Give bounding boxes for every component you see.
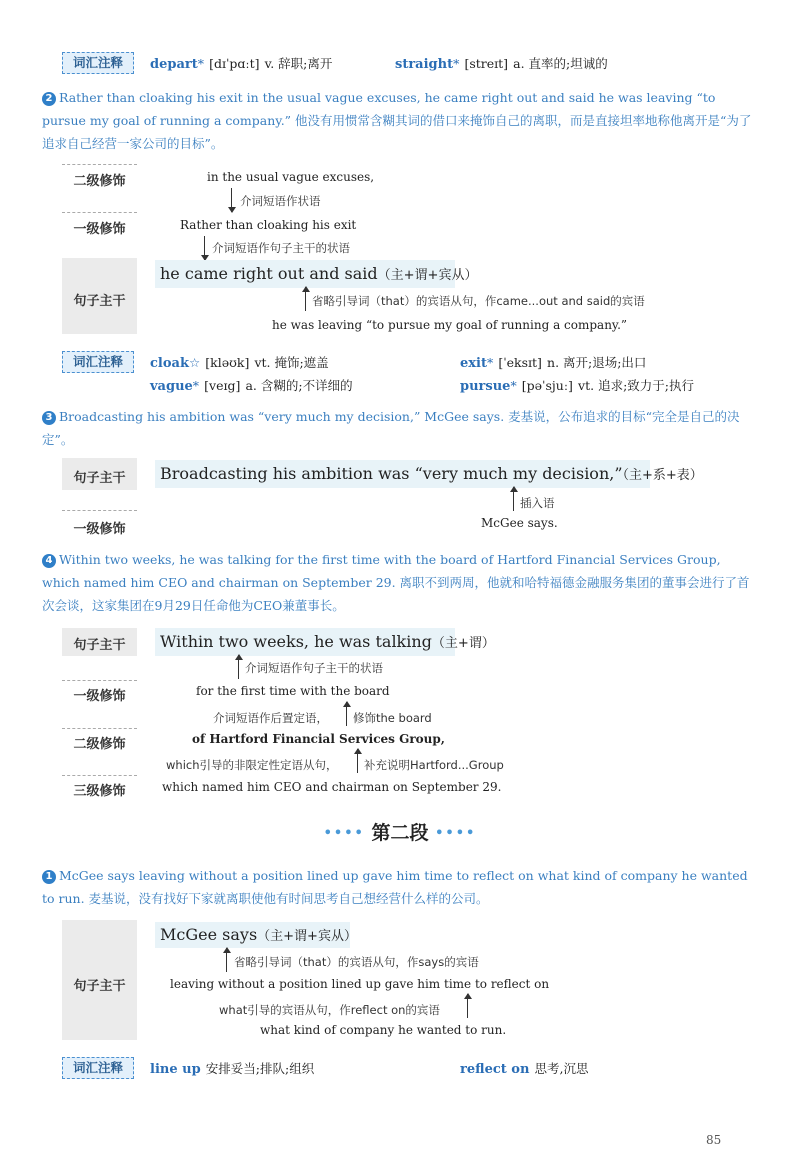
- label-level3: 三级修饰: [73, 784, 126, 799]
- sentence-number: 4: [42, 554, 56, 568]
- sentence-text: McGee says leaving without a position lined up gave him time to reflect on what kind of company he wanted to run. 麦基说，没有找好下家就离职使他有时间思考自己想经营什么样的公司。: [42, 868, 748, 906]
- vocab-entry-straight: straight* [streɪt] a. 直率的;坦诚的: [395, 56, 608, 72]
- annotation: 插入语: [520, 496, 555, 510]
- modifier-level3: which named him CEO and chairman on September 29.: [162, 780, 502, 794]
- label-main: 句子主干: [73, 294, 126, 309]
- vocab-entry-exit: exit* [ˈeksɪt] n. 离开;退场;出口: [460, 355, 647, 371]
- vocab-tag: 词汇注释: [62, 1057, 134, 1079]
- annotation: 介词短语作句子主干的状语: [245, 661, 383, 675]
- modifier-level1: for the first time with the board: [196, 684, 390, 698]
- annotation: 省略引导词（that）的宾语从句，作came...out and said的宾语: [312, 294, 645, 308]
- modifier-level2: of Hartford Financial Services Group,: [192, 732, 445, 746]
- annotation: 介词短语作后置定语，: [213, 711, 328, 725]
- object-clause: leaving without a position lined up gave him time to reflect on: [170, 977, 550, 991]
- object-clause: he was leaving “to pursue my goal of running a company.”: [272, 318, 628, 332]
- vocab-tag: 词汇注释: [62, 52, 134, 74]
- annotation: what引导的宾语从句，作reflect on的宾语: [219, 1003, 440, 1017]
- main-clause: he came right out and said（主+谓+宾从）: [160, 264, 478, 283]
- vocab-entry-cloak: cloak☆ [kləʊk] vt. 掩饰;遮盖: [150, 355, 329, 371]
- p2-sentence-1: [42, 864, 758, 910]
- annotation: 省略引导词（that）的宾语从句，作says的宾语: [234, 955, 479, 969]
- vocab-tag: 词汇注释: [62, 351, 134, 373]
- sentence-number: 3: [42, 411, 56, 425]
- vocab-entry-depart: depart* [dɪˈpɑːt] v. 辞职;离开: [150, 56, 333, 72]
- sentence-text: Rather than cloaking his exit in the usual vague excuses, he came right out and said he was leaving “to pursue my goal of running a company.” 他没有用惯常含糊其词的借口来掩饰自己的离职，而是直接坦率地称他离开是“为了追求自己经营一家公司的目标”。: [42, 90, 752, 151]
- label-level1: 一级修饰: [73, 522, 126, 537]
- main-clause: McGee says（主+谓+宾从）: [160, 925, 357, 944]
- modifier-level1: Rather than cloaking his exit: [180, 218, 357, 232]
- vocab-entry-line-up: line up 安排妥当;排队;组织: [150, 1061, 315, 1077]
- sentence-4: [42, 548, 758, 617]
- label-level2: 二级修饰: [73, 174, 126, 189]
- vocab-entry-pursue: pursue* [pəˈsjuː] vt. 追求;致力于;执行: [460, 378, 694, 394]
- main-clause: Within two weeks, he was talking（主+谓）: [160, 632, 495, 651]
- sentence-text: Broadcasting his ambition was “very much my decision,” McGee says. 麦基说，公布追求的目标“完全是自己的决定”。: [42, 409, 740, 447]
- sentence-number: 2: [42, 92, 56, 106]
- label-level1: 一级修饰: [73, 689, 126, 704]
- vocab-entry-reflect-on: reflect on 思考,沉思: [460, 1061, 589, 1077]
- annotation: 补充说明Hartford...Group: [364, 758, 504, 772]
- label-main: 句子主干: [73, 638, 126, 653]
- object-clause: what kind of company he wanted to run.: [260, 1023, 507, 1037]
- section-title: •••• 第二段 ••••: [323, 822, 477, 844]
- main-clause: Broadcasting his ambition was “very much my decision,”（主+系+表）: [160, 464, 703, 483]
- sentence-2: [42, 86, 758, 155]
- annotation: 介词短语作句子主干的状语: [212, 241, 350, 255]
- label-level1: 一级修饰: [73, 222, 126, 237]
- sentence-3: [42, 405, 758, 451]
- label-main: 句子主干: [73, 471, 126, 486]
- label-main: 句子主干: [73, 979, 126, 994]
- parenthetical: McGee says.: [481, 516, 558, 530]
- label-level2: 二级修饰: [73, 737, 126, 752]
- sentence-number: 1: [42, 870, 56, 884]
- annotation: 介词短语作状语: [240, 194, 321, 208]
- modifier-level2: in the usual vague excuses,: [207, 170, 375, 184]
- annotation: 修饰the board: [353, 711, 432, 725]
- annotation: which引导的非限定性定语从句，: [166, 758, 338, 772]
- sentence-text: Within two weeks, he was talking for the first time with the board of Hartford Financial Services Group, which named him CEO and chairman on September 29. 离职不到两周，他就和哈特福德金融服务集团的董事会进行了首次会谈，这家集团在9月29日任命他为CEO兼董事长。: [42, 552, 750, 613]
- vocab-entry-vague: vague* [veɪg] a. 含糊的;不详细的: [150, 378, 353, 394]
- page-number: 85: [706, 1133, 722, 1147]
